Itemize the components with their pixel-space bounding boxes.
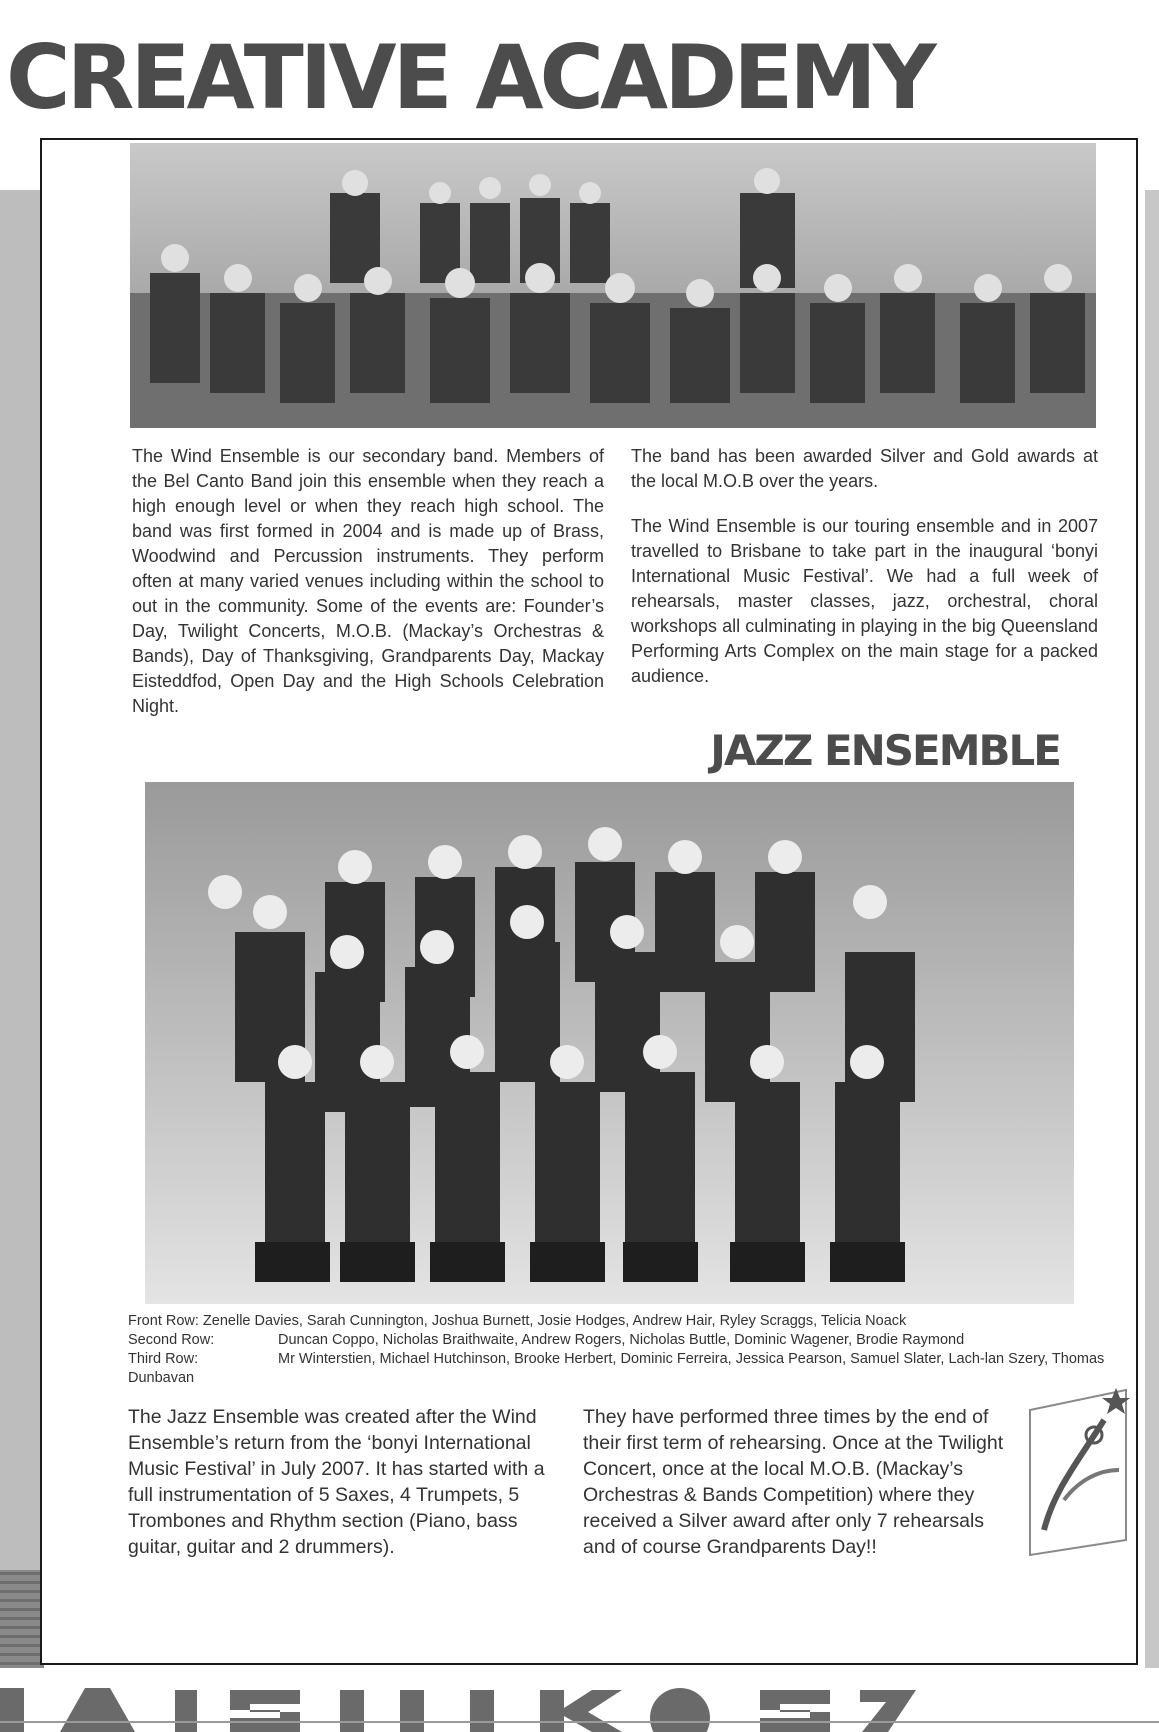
wind-ensemble-description xyxy=(132,444,604,739)
jazz-ensemble-paragraph: The Jazz Ensemble was created after the Wind Ensemble’s return from the ‘bonyi International Music Festival’ in July 2007. It has started with a full instrumentation of 5 Saxes, 4 Trumpets, 5 Trombones and Rhythm section (Piano, bass guitar, guitar and 2 drummers). xyxy=(128,1406,545,1558)
caption-third-row-names: Mr Winterstien, Michael Hutchinson, Brooke Herbert, Dominic Ferreira, Jessica Pearson, Samuel Slater, Lach-lan Szery, Thomas Dunbavan xyxy=(128,1351,1105,1386)
side-decor-band-right xyxy=(1145,190,1159,1670)
caption-second-row-label: Second Row: xyxy=(128,1332,215,1348)
content-panel xyxy=(40,138,1138,1665)
caption-second-row xyxy=(128,1331,1118,1350)
caption-front-row: Front Row: Zenelle Davies, Sarah Cunnington, Joshua Burnett, Josie Hodges, Andrew Hair, Ryley Scraggs, Telicia Noack xyxy=(128,1313,907,1329)
wind-ensemble-awards xyxy=(631,444,1098,709)
wind-ensemble-touring-paragraph: The Wind Ensemble is our touring ensemble and in 2007 travelled to Brisbane to take part in the inaugural ‘bonyi International Music Festival’. We had a full week of rehearsals, master classes, jazz, orchestral, choral workshops all culminating in playing in the big Queensland Performing Arts Complex on the main stage for a packed audience. xyxy=(631,516,1098,686)
caption-third-row xyxy=(128,1350,1118,1388)
jazz-ensemble-description xyxy=(128,1404,560,1580)
caption-third-row-label: Third Row: xyxy=(128,1351,199,1367)
jazz-ensemble-performances xyxy=(583,1404,1016,1580)
wind-ensemble-awards-paragraph: The band has been awarded Silver and Gold awards at the local M.O.B over the years. xyxy=(631,446,1098,491)
jazz-ensemble-heading: JAZZ ENSEMBLE xyxy=(710,726,1060,775)
jazz-ensemble-photo xyxy=(145,782,1074,1304)
wind-ensemble-photo xyxy=(130,143,1096,428)
academy-logo xyxy=(1024,1380,1132,1558)
jazz-ensemble-caption xyxy=(128,1312,1118,1388)
page-title: CREATIVE ACADEMY xyxy=(6,26,933,129)
wind-ensemble-paragraph: The Wind Ensemble is our secondary band. Members of the Bel Canto Band join this ensemble when they reach a high enough level or when they reach high school. The band was first formed in 2004 and is made up of Brass, Woodwind and Percussion instruments. They perform often at many varied venues including within the school to out in the community. Some of the events are: Founder’s Day, Twilight Concerts, M.O.B. (Mackay’s Orchestras & Bands), Day of Thanksgiving, Grandparents Day, Mackay Eisteddfod, Open Day and the High Schools Celebration Night. xyxy=(132,446,604,716)
caption-second-row-names: Duncan Coppo, Nicholas Braithwaite, Andrew Rogers, Nicholas Buttle, Dominic Wagener, Brodie Raymond xyxy=(278,1332,965,1348)
side-decor-band xyxy=(0,190,44,1670)
jazz-ensemble-performances-paragraph: They have performed three times by the end of their first term of rehearsing. Once at the Twilight Concert, once at the local M.O.B. (Mackay’s Orchestras & Bands Competition) where they received a Silver award after only 7 rehearsals and of course Grandparents Day!! xyxy=(583,1406,1004,1558)
side-decor-tab xyxy=(0,1570,44,1680)
footer-rule xyxy=(0,1721,1159,1723)
